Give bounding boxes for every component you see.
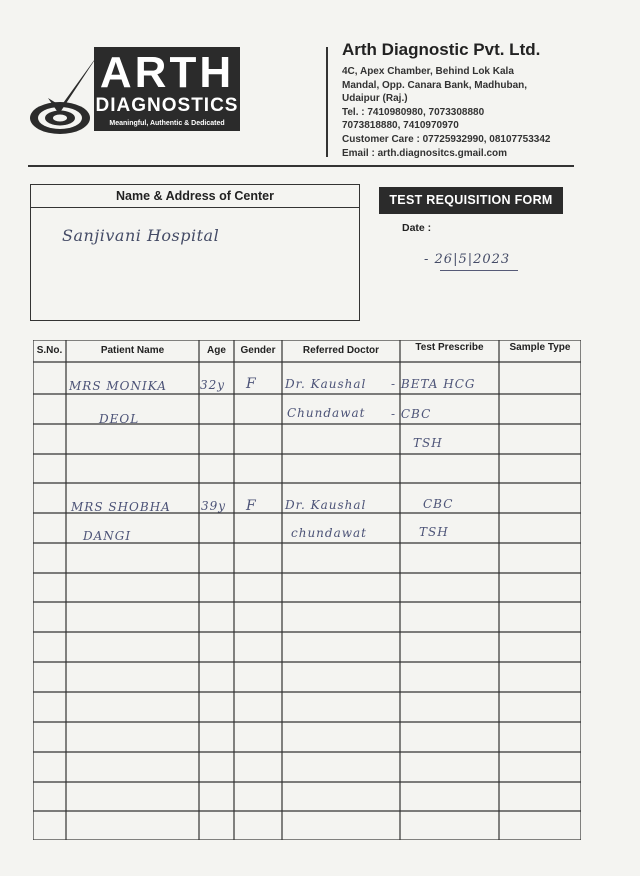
brand-logo [94, 47, 240, 131]
date-label: Date : [402, 222, 432, 234]
referred-doctor-line2: chundawat [291, 526, 367, 540]
company-telephone-2: 7073818880, 7410970970 [342, 120, 459, 132]
header-age: Age [207, 345, 226, 356]
logo-tagline: Meaningful, Authentic & Dedicated [109, 120, 225, 127]
header-gender: Gender [240, 345, 276, 356]
requisition-table [33, 340, 581, 840]
header-divider [326, 47, 328, 157]
company-address-1: 4C, Apex Chamber, Behind Lok Kala [342, 66, 514, 77]
patient-age: 39y [201, 499, 227, 513]
header-patient-name: Patient Name [100, 345, 165, 356]
company-telephone-1: Tel. : 7410980980, 7073308880 [342, 106, 485, 118]
test-prescribed: TSH [419, 525, 449, 539]
patient-age: 32y [200, 378, 226, 392]
center-box [30, 184, 360, 321]
header-sno: S.No. [36, 345, 63, 356]
header-sample-type: Sample Type [509, 342, 571, 353]
referred-doctor-line1: Dr. Kaushal [285, 498, 367, 512]
header-test-prescribe: Test Prescribe [415, 342, 484, 353]
patient-name-line1: MRS SHOBHA [71, 500, 171, 514]
logo-main-text: ARTH [99, 48, 235, 97]
customer-care: Customer Care : 07725932990, 08107753342 [342, 133, 551, 145]
company-details [342, 40, 632, 160]
referred-doctor-line2: Chundawat [287, 406, 366, 420]
patient-name-line1: MRS MONIKA [69, 379, 167, 393]
company-address-3: Udaipur (Raj.) [342, 93, 408, 105]
date-underline [440, 270, 518, 271]
test-prescribed: TSH [413, 436, 443, 450]
test-prescribed: - CBC [391, 407, 432, 421]
test-prescribed: - BETA HCG [391, 377, 476, 391]
company-email: Email : arth.diagnositcs.gmail.com [342, 147, 508, 159]
patient-name-line2: DANGI [83, 529, 132, 543]
patient-name-line2: DEOL [99, 412, 140, 426]
center-name-handwritten: Sanjivani Hospital [62, 226, 220, 245]
test-prescribed: CBC [423, 497, 454, 511]
patient-gender: F [246, 376, 257, 392]
date-value-handwritten: - 26|5|2023 [424, 252, 511, 267]
patient-gender: F [246, 498, 257, 514]
center-heading: Name & Address of Center [31, 185, 359, 208]
referred-doctor-line1: Dr. Kaushal [285, 377, 367, 391]
company-name: Arth Diagnostic Pvt. Ltd. [342, 40, 541, 59]
company-address-2: Mandal, Opp. Canara Bank, Madhuban, [342, 79, 528, 91]
form-title: TEST REQUISITION FORM [379, 187, 563, 214]
header-referred-doctor: Referred Doctor [302, 345, 380, 356]
header-rule [28, 165, 574, 167]
logo-sub-text: DIAGNOSTICS [95, 95, 239, 116]
